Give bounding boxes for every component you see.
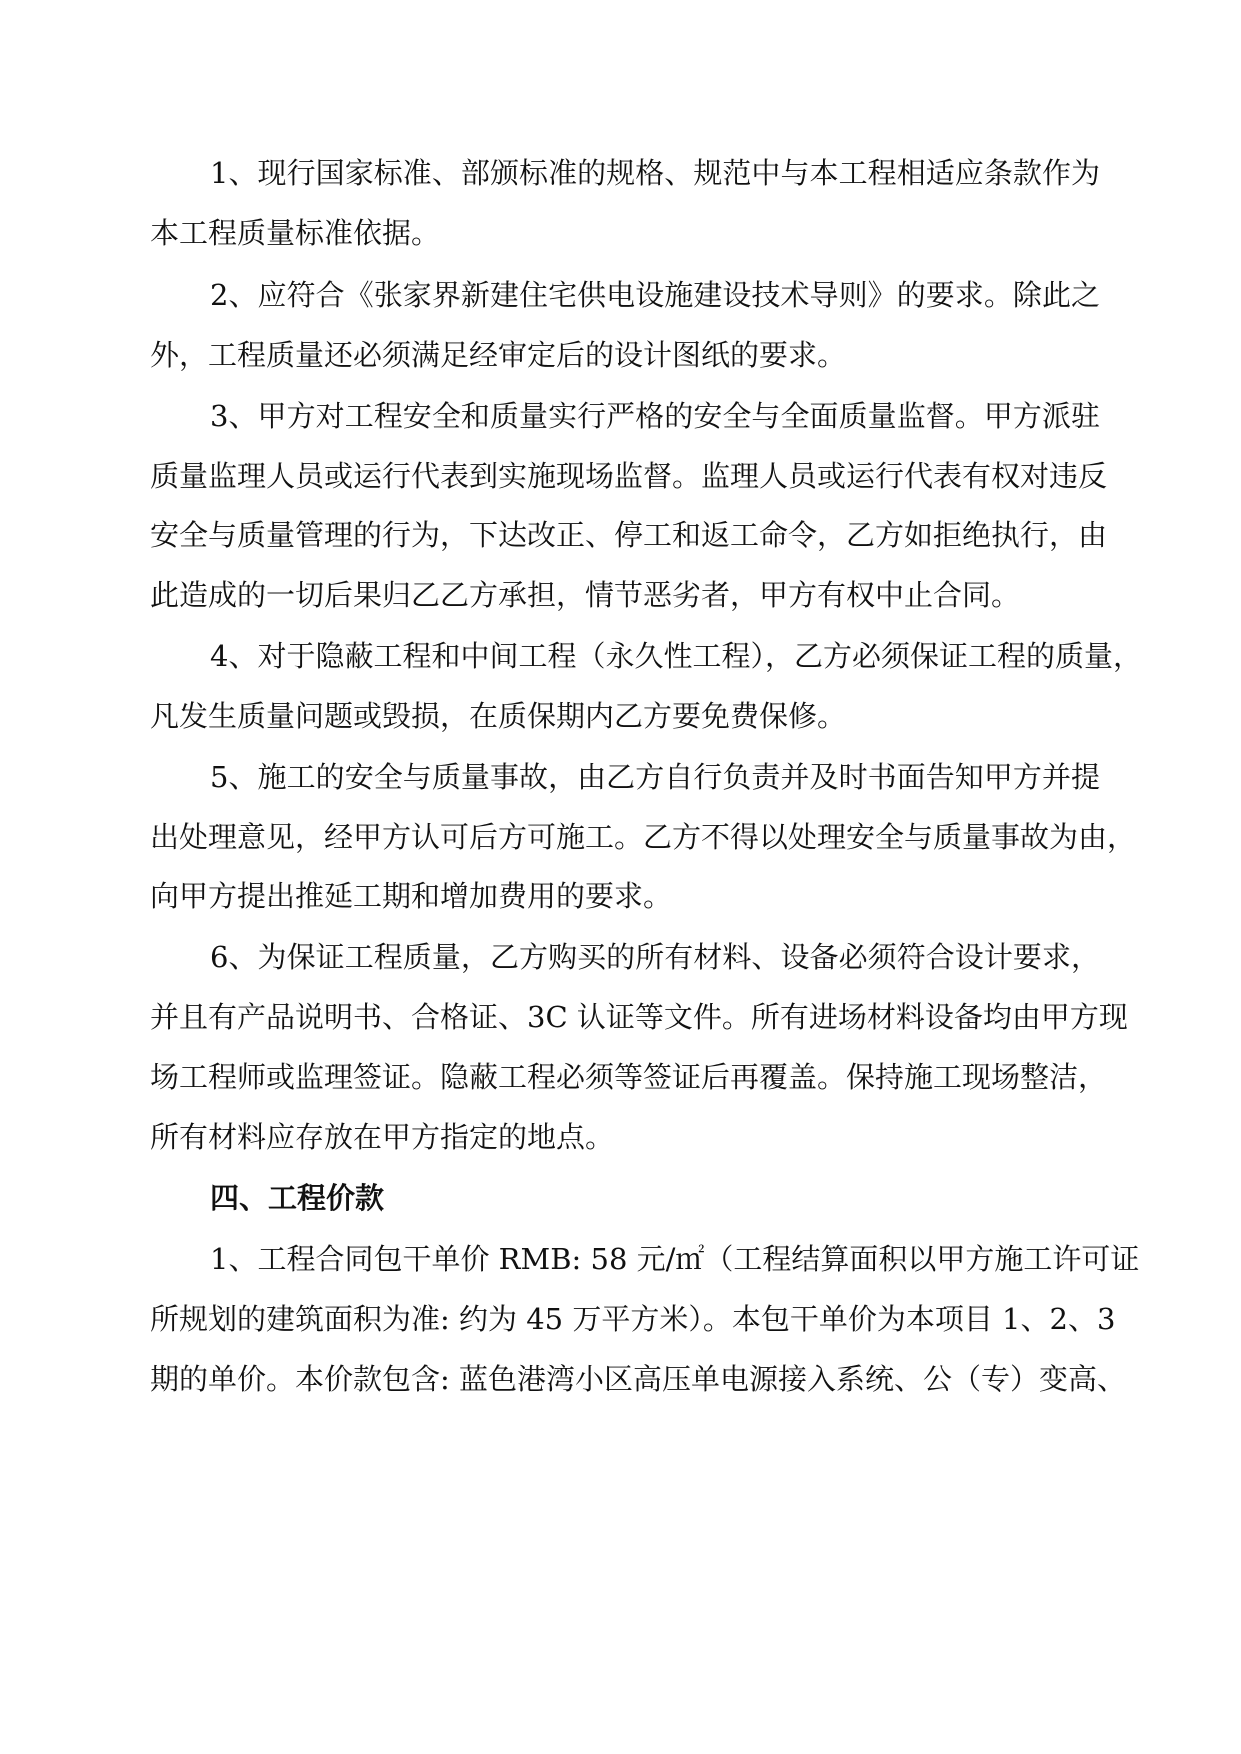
section-heading: 四、工程价款 — [210, 1181, 385, 1215]
paragraph-line: 2、应符合《张家界新建住宅供电设施建设技术导则》的要求。除此之 — [210, 278, 1100, 312]
paragraph-line: 1、现行国家标准、部颁标准的规格、规范中与本工程相适应条款作为 — [210, 156, 1100, 190]
paragraph-line: 4、对于隐蔽工程和中间工程（永久性工程），乙方必须保证工程的质量， — [210, 639, 1142, 673]
paragraph-line: 安全与质量管理的行为，下达改正、停工和返工命令，乙方如拒绝执行，由 — [150, 518, 1108, 552]
paragraph-line: 1、工程合同包干单价 RMB: 58 元/㎡（工程结算面积以甲方施工许可证 — [210, 1242, 1140, 1276]
paragraph-line: 质量监理人员或运行代表到实施现场监督。监理人员或运行代表有权对违反 — [150, 459, 1108, 493]
paragraph-line: 场工程师或监理签证。隐蔽工程必须等签证后再覆盖。保持施工现场整洁， — [150, 1060, 1108, 1094]
paragraph-line: 期的单价。本价款包含: 蓝色港湾小区高压单电源接入系统、公（专）变高、 — [150, 1362, 1126, 1396]
paragraph-line: 并且有产品说明书、合格证、3C 认证等文件。所有进场材料设备均由甲方现 — [150, 1000, 1128, 1034]
paragraph-line: 外，工程质量还必须满足经审定后的设计图纸的要求。 — [150, 338, 847, 372]
paragraph-line: 所规划的建筑面积为准: 约为 45 万平方米）。本包干单价为本项目 1、2、3 — [150, 1302, 1116, 1336]
paragraph-line: 5、施工的安全与质量事故，由乙方自行负责并及时书面告知甲方并提 — [210, 760, 1100, 794]
paragraph-line: 出处理意见，经甲方认可后方可施工。乙方不得以处理安全与质量事故为由， — [150, 820, 1137, 854]
paragraph-line: 所有材料应存放在甲方指定的地点。 — [150, 1120, 615, 1154]
paragraph-line: 向甲方提出推延工期和增加费用的要求。 — [150, 879, 673, 913]
paragraph-line: 此造成的一切后果归乙乙方承担，情节恶劣者，甲方有权中止合同。 — [150, 578, 1021, 612]
paragraph-line: 本工程质量标准依据。 — [150, 216, 441, 250]
paragraph-line: 凡发生质量问题或毁损，在质保期内乙方要免费保修。 — [150, 699, 847, 733]
paragraph-line: 3、甲方对工程安全和质量实行严格的安全与全面质量监督。甲方派驻 — [210, 399, 1100, 433]
paragraph-line: 6、为保证工程质量，乙方购买的所有材料、设备必须符合设计要求， — [210, 940, 1100, 974]
